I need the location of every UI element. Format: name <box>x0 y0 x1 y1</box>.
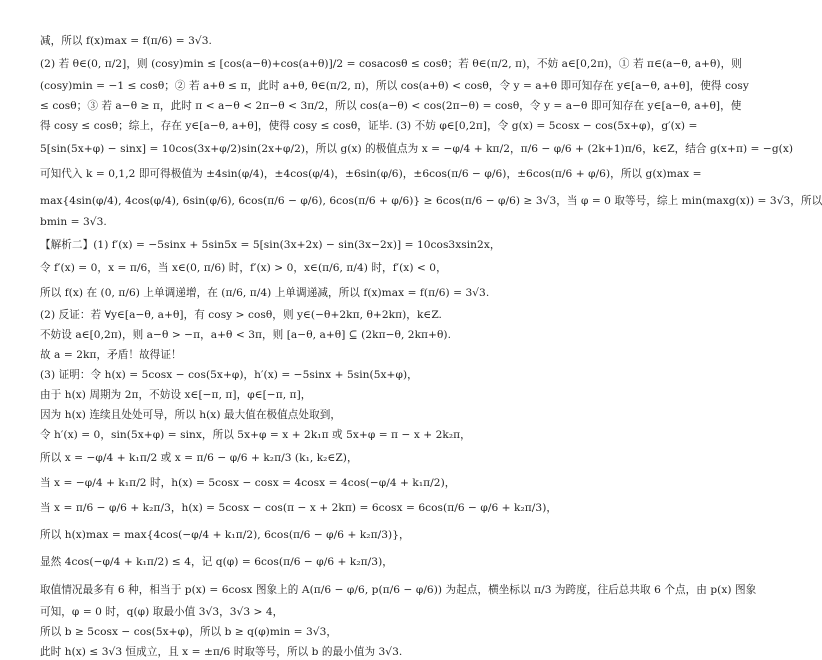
line-26: 可知，φ = 0 时，q(φ) 取最小值 3√3，3√3 > 4， <box>40 606 284 618</box>
line-20: 所以 x = −φ/4 + k₁π/2 或 x = π/6 − φ/6 + k₂π/3 (k₁, k₂∈Z)， <box>40 452 358 464</box>
line-7: 可知代入 k = 0,1,2 即可得极值为 ±4sin(φ/4)，±4cos(φ/4)，±6sin(φ/6)，±6cos(π/6 − φ/6)，±6cos(π/6 + φ/6)，所以 g(x)max = <box>40 168 702 180</box>
line-24: 显然 4cos(−φ/4 + k₁π/2) ≤ 4，记 q(φ) = 6cos(π/6 − φ/6 + k₂π/3)， <box>40 556 393 568</box>
line-2: (2) 若 θ∈(0, π/2]，则 (cosy)min ≤ [cos(a−θ)+cos(a+θ)]/2 = cosacosθ ≤ cosθ；若 θ∈(π/2, π)，不妨 a∈[0,2π)，① 若 π∈(a−θ, a+θ)，则 <box>40 58 742 70</box>
line-25: 取值情况最多有 6 种，相当于 p(x) = 6cosx 图象上的 A(π/6 − φ/6, p(π/6 − φ/6)) 为起点，横坐标以 π/3 为跨度，往后总共取 6 个点，由 p(x) 图象 <box>40 584 757 596</box>
line-19: 令 h′(x) = 0，sin(5x+φ) = sinx，所以 5x+φ = x + 2k₁π 或 5x+φ = π − x + 2k₂π， <box>40 429 471 441</box>
line-17: 由于 h(x) 周期为 2π，不妨设 x∈[−π, π]，φ∈[−π, π]， <box>40 389 312 401</box>
line-14: 不妨设 a∈[0,2π)，则 a−θ > −π，a+θ < 3π，则 [a−θ, a+θ] ⊆ (2kπ−θ, 2kπ+θ). <box>40 329 452 341</box>
line-23: 所以 h(x)max = max{4cos(−φ/4 + k₁π/2), 6cos(π/6 − φ/6 + k₂π/3)}， <box>40 529 410 541</box>
line-13: (2) 反证：若 ∀y∈[a−θ, a+θ]，有 cosy > cosθ，则 y∈(−θ+2kπ, θ+2kπ)，k∈Z. <box>40 309 442 321</box>
line-28: 此时 h(x) ≤ 3√3 恒成立，且 x = ±π/6 时取等号，所以 b 的最小值为 3√3. <box>40 646 403 658</box>
line-11: 令 f′(x) = 0，x = π/6，当 x∈(0, π/6) 时，f′(x) > 0，x∈(π/6, π/4) 时，f′(x) < 0， <box>40 262 447 274</box>
line-4: ≤ cosθ；③ 若 a−θ ≥ π，此时 π < a−θ < 2π−θ < 3π/2，所以 cos(a−θ) < cos(2π−θ) = cosθ，令 y = a−θ 即可知存在 y∈[a−θ, a+θ]，使 <box>40 100 742 112</box>
line-8: max{4sin(φ/4), 4cos(φ/4), 6sin(φ/6), 6cos(π/6 − φ/6), 6cos(π/6 + φ/6)} ≥ 6cos(π/6 − φ/6) ≥ 3√3，当 φ = 0 取等号，综上 min(maxg(x)) = 3√3，所以 <box>40 195 822 207</box>
analysis-two-header: 【解析二】(1) f′(x) = −5sinx + 5sin5x = 5[sin(3x+2x) − sin(3x−2x)] = 10cos3xsin2x， <box>40 239 501 251</box>
line-6: 5[sin(5x+φ) − sinx] = 10cos(3x+φ/2)sin(2x+φ/2)，所以 g(x) 的极值点为 x = −φ/4 + kπ/2，π/6 − φ/6 + (2k+1)π/6，k∈Z，结合 g(x+π) = −g(x) <box>40 143 794 155</box>
line-15: 故 a = 2kπ，矛盾！故得证！ <box>40 349 182 361</box>
line-16: (3) 证明：令 h(x) = 5cosx − cos(5x+φ)，h′(x) = −5sinx + 5sin(5x+φ)， <box>40 369 418 381</box>
line-1: 减，所以 f(x)max = f(π/6) = 3√3. <box>40 35 212 47</box>
line-18: 因为 h(x) 连续且处处可导，所以 h(x) 最大值在极值点处取到， <box>40 409 342 421</box>
line-27: 所以 b ≥ 5cosx − cos(5x+φ)，所以 b ≥ q(φ)min = 3√3， <box>40 626 338 638</box>
line-22: 当 x = π/6 − φ/6 + k₂π/3，h(x) = 5cosx − cos(π − x + 2kπ) = 6cosx = 6cos(π/6 − φ/6 + k₂π/3)， <box>40 502 558 514</box>
line-12: 所以 f(x) 在 (0, π/6) 上单调递增，在 (π/6, π/4) 上单调递减，所以 f(x)max = f(π/6) = 3√3. <box>40 287 490 299</box>
line-5: 得 cosy ≤ cosθ；综上，存在 y∈[a−θ, a+θ]，使得 cosy ≤ cosθ，证毕. (3) 不妨 φ∈[0,2π]，令 g(x) = 5cosx − cos(5x+φ)，g′(x) = <box>40 120 698 132</box>
line-21: 当 x = −φ/4 + k₁π/2 时，h(x) = 5cosx − cosx = 4cosx = 4cos(−φ/4 + k₁π/2)， <box>40 477 456 489</box>
line-9: bmin = 3√3. <box>40 216 107 228</box>
line-3: (cosy)min = −1 ≤ cosθ；② 若 a+θ ≤ π，此时 a+θ, θ∈(π/2, π)，所以 cos(a+θ) < cosθ，令 y = a+θ 即可知存在 y∈[a−θ, a+θ]，使得 cosy <box>40 80 749 92</box>
